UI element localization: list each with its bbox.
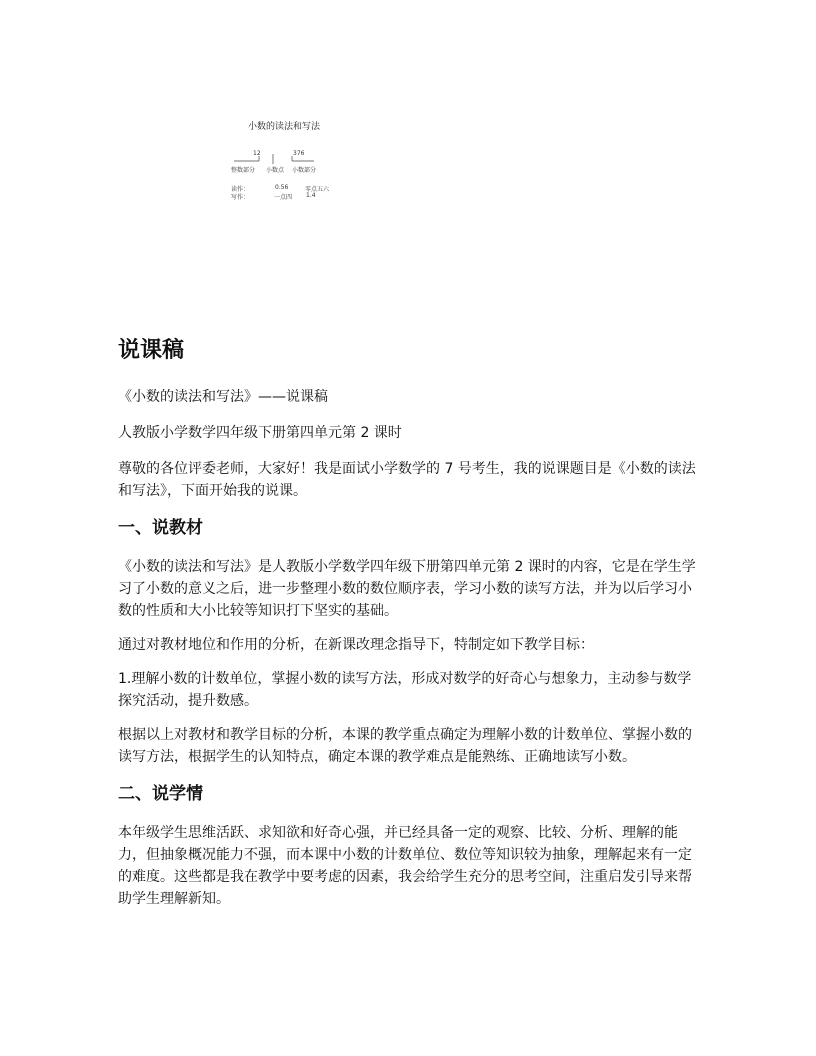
textbook-paragraph-4: 根据以上对教材和教学目标的分析，本课的教学重点确定为理解小数的计数单位、掌握小数的读写方法，根据学生的认知特点，确定本课的教学难点是能熟练、正确地读写小数。	[118, 727, 692, 765]
section-heading-students: 二、说学情	[118, 784, 203, 804]
top-left-number: 12	[253, 150, 261, 157]
document-subtitle: 《小数的读法和写法》——说课稿	[118, 389, 328, 405]
integer-part-label: 整数部分	[231, 167, 256, 174]
intro-paragraph: 尊敬的各位评委老师，大家好！我是面试小学数学的 7 号考生，我的说课题目是《小数的读法和写法》，下面开始我的说课。	[118, 461, 696, 499]
decimal-part-label: 小数部分	[292, 167, 317, 174]
textbook-paragraph-1: 《小数的读法和写法》是人教版小学数学四年级下册第四单元第 2 课时的内容，它是在学生学习了小数的意义之后，进一步整理小数的数位顺序表，学习小数的读写方法，并为以后学习小数的性质和大小比较等知识打下坚实的基础。	[118, 559, 696, 619]
page-title: 说课稿	[118, 338, 185, 363]
course-info: 人教版小学数学四年级下册第四单元第 2 课时	[118, 425, 402, 441]
example-number: 0.56	[275, 184, 289, 191]
decimal-diagram-figure	[222, 112, 352, 208]
document-body	[118, 336, 698, 910]
section-heading-textbook: 一、说教材	[118, 518, 203, 538]
textbook-paragraph-3: 1.理解小数的计数单位，掌握小数的读写方法，形成对数学的好奇心与想象力，主动参与数学探究活动，提升数感。	[118, 671, 692, 709]
read-label: 读作：	[231, 186, 250, 193]
top-right-number: 376	[293, 150, 305, 157]
students-paragraph-1: 本年级学生思维活跃、求知欲和好奇心强，并已经具备一定的观察、比较、分析、理解的能力，但抽象概况能力不强，而本课中小数的计数单位、数位等知识较为抽象，理解起来有一定的难度。这些都是我在教学中要考虑的因素，我会给学生充分的思考空间，注重启发引导来帮助学生理解新知。	[118, 825, 692, 907]
written-words: 一点四	[274, 194, 293, 201]
diagram-title: 小数的读法和写法	[248, 122, 321, 132]
write-label: 写作：	[231, 194, 250, 201]
decimal-point-label: 小数点	[266, 167, 285, 174]
written-number: 1.4	[306, 192, 316, 199]
example-reading: 零点五六	[305, 186, 330, 193]
textbook-paragraph-2: 通过对教材地位和作用的分析，在新课改理念指导下，特制定如下教学目标：	[118, 637, 594, 653]
